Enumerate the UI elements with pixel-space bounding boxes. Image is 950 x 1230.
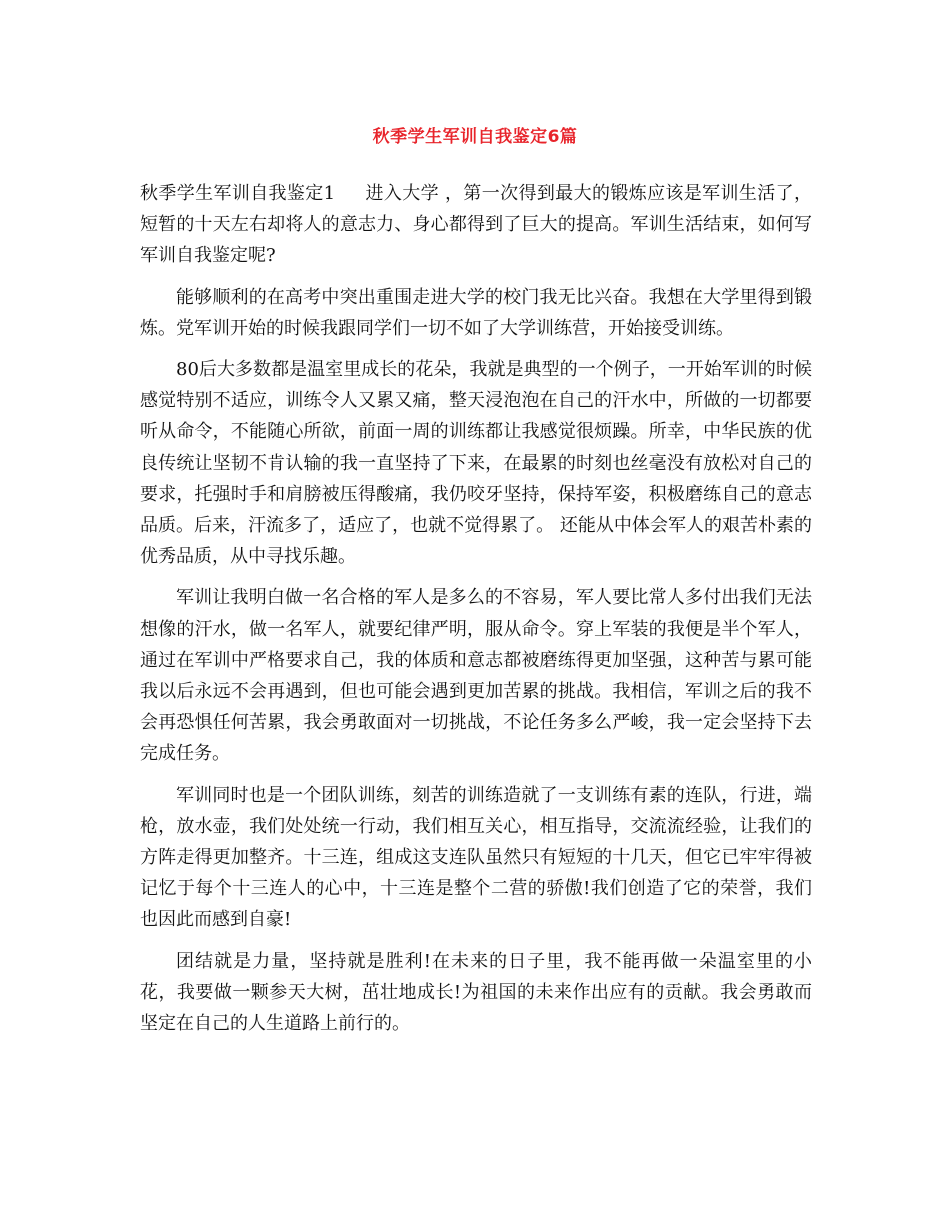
paragraph-4: 军训让我明白做一名合格的军人是多么的不容易，军人要比常人多付出我们无法想像的汗水，做一名军人，就要纪律严明，服从命令。穿上军装的我便是半个军人，通过在军训中严格要求自己，我的体质和意志都被磨练得更加坚强，这种苦与累可能我以后永远不会再遇到，但也可能会遇到更加苦累的挑战。我相信，军训之后的我不会再恐惧任何苦累，我会勇敢面对一切挑战，不论任务多么严峻，我一定会坚持下去完成任务。 [140, 587, 812, 765]
paragraph-3: 80后大多数都是温室里成长的花朵，我就是典型的一个例子，一开始军训的时候感觉特别不适应，训练令人又累又痛，整天浸泡泡在自己的汗水中，所做的一切都要听从命令，不能随心所欲，前面一周的训练都让我感觉很烦躁。所幸，中华民族的优良传统让坚韧不肯认输的我一直坚持了下来，在最累的时刻也丝毫没有放松对自己的要求，托强时手和肩膀被压得酸痛，我仍咬牙坚持，保持军姿，积极磨练自己的意志品质。后来，汗流多了，适应了，也就不觉得累了。 还能从中体会军人的艰苦朴素的优秀品质，从中寻找乐趣。 [140, 359, 812, 568]
paragraph-2: 能够顺利的在高考中突出重围走进大学的校门我无比兴奋。我想在大学里得到锻炼。党军训开始的时候我跟同学们一切不如了大学训练营，开始接受训练。 [140, 286, 812, 339]
document-body [140, 178, 812, 1049]
section-heading: 秋季学生军训自我鉴定1 [140, 183, 336, 204]
paragraph-1-text: 进入大学 ，第一次得到最大的锻炼应该是军训生活了，短暂的十天左右却将人的意志力、身心都得到了巨大的提高。军训生活结束，如何写军训自我鉴定呢? [140, 183, 812, 267]
paragraph-1 [140, 178, 812, 272]
paragraph-5: 军训同时也是一个团队训练，刻苦的训练造就了一支训练有素的连队，行进，端枪，放水壶，我们处处统一行动，我们相互关心，相互指导，交流流经验，让我们的方阵走得更加整齐。十三连，组成这支连队虽然只有短短的十几天，但它已牢牢得被记忆于每个十三连人的心中，十三连是整个二营的骄傲!我们创造了它的荣誉，我们也因此而感到自豪! [140, 784, 812, 931]
document-title: 秋季学生军训自我鉴定6篇 [372, 127, 578, 147]
paragraph-6: 团结就是力量，坚持就是胜利!在未来的日子里，我不能再做一朵温室里的小花，我要做一颗参天大树，茁壮地成长!为祖国的未来作出应有的贡献。我会勇敢而坚定在自己的人生道路上前行的。 [140, 950, 812, 1035]
